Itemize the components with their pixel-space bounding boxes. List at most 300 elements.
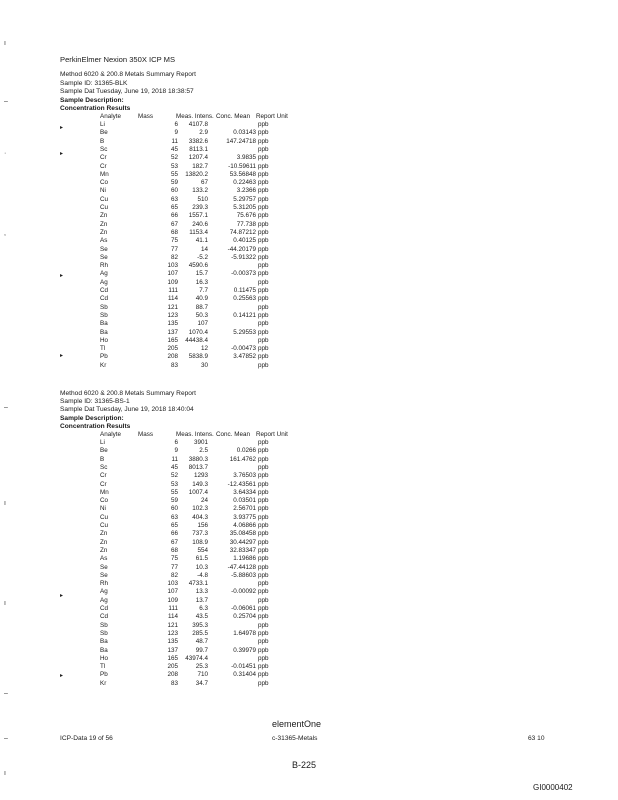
mass-cell: 82 xyxy=(170,571,178,579)
concentration-cell: 74.87212 xyxy=(229,228,256,236)
intensity-cell: 3901 xyxy=(193,439,208,446)
table-row xyxy=(60,663,380,671)
mass-cell: 114 xyxy=(167,613,178,621)
brand-name: elementOne xyxy=(272,719,322,729)
mass-cell: 83 xyxy=(170,679,178,687)
table-row xyxy=(60,505,380,513)
intensity-cell: 710 xyxy=(197,671,208,679)
analyte-cell: Kr xyxy=(100,679,107,687)
table-row xyxy=(60,522,380,530)
mass-cell: 59 xyxy=(170,179,178,187)
col-report-unit: Report Unit xyxy=(256,113,288,120)
intensity-cell: 7.7 xyxy=(199,287,208,294)
unit-cell: ppb xyxy=(258,621,269,629)
unit-cell: ppb xyxy=(258,361,269,369)
concentration-cell: 0.11475 xyxy=(233,287,256,294)
intensity-cell: 6.3 xyxy=(199,605,208,612)
mass-cell: 45 xyxy=(170,463,178,471)
margin-mark: ▸ xyxy=(60,273,64,279)
intensity-cell: 2.9 xyxy=(199,129,208,137)
concentration-cell: -5.88603 xyxy=(231,571,256,579)
analyte-cell: Li xyxy=(100,439,105,446)
mass-cell: 11 xyxy=(171,137,178,145)
analyte-cell: Tl xyxy=(100,663,106,671)
unit-cell: ppb xyxy=(258,311,269,319)
mass-cell: 111 xyxy=(168,287,178,294)
unit-cell: ppb xyxy=(258,638,269,646)
scan-edge-mark: – xyxy=(4,735,8,742)
concentration-cell: 32.83347 xyxy=(229,546,256,554)
table-row xyxy=(60,497,380,505)
mass-cell: 52 xyxy=(170,154,178,162)
concentration-cell: 0.14121 xyxy=(233,311,256,319)
table-row xyxy=(60,539,380,547)
unit-cell: ppb xyxy=(258,212,269,220)
intensity-cell: 48.7 xyxy=(195,638,208,646)
unit-cell: ppb xyxy=(258,505,269,513)
table-row xyxy=(60,597,380,605)
analyte-cell: Sb xyxy=(100,621,108,629)
analyte-cell: Ho xyxy=(100,654,109,662)
analyte-cell: Sb xyxy=(100,303,108,311)
unit-cell: ppb xyxy=(258,228,269,236)
analyte-cell: Be xyxy=(100,129,108,137)
analyte-cell: Co xyxy=(100,179,109,187)
table-row xyxy=(60,138,380,146)
table-row xyxy=(60,312,380,320)
mass-cell: 109 xyxy=(167,278,178,286)
unit-cell: ppb xyxy=(258,270,269,278)
intensity-cell: 1070.4 xyxy=(188,328,208,336)
unit-cell: ppb xyxy=(258,320,269,328)
scan-edge-mark: – xyxy=(4,98,8,105)
mass-cell: 68 xyxy=(170,546,178,554)
unit-cell: ppb xyxy=(258,555,269,563)
table-row xyxy=(60,246,380,254)
project-ref: c-31365-Metals xyxy=(272,735,318,742)
intensity-cell: 156 xyxy=(197,522,208,529)
col-mass: Mass xyxy=(138,113,154,120)
table-row xyxy=(60,647,380,655)
unit-cell: ppb xyxy=(258,287,269,294)
scan-edge-mark: · xyxy=(4,150,7,157)
concentration-cell: 3.47852 xyxy=(233,353,256,361)
analyte-cell: Sc xyxy=(100,463,108,471)
concentration-cell: -12.43561 xyxy=(227,480,256,488)
mass-cell: 66 xyxy=(170,212,178,220)
table-row xyxy=(60,572,380,580)
unit-cell: ppb xyxy=(258,480,269,488)
unit-cell: ppb xyxy=(258,121,269,128)
unit-cell: ppb xyxy=(258,187,269,195)
col-mass: Mass xyxy=(138,431,154,438)
sample-date: Sample Dat Tuesday, June 19, 2018 18:38:57 xyxy=(60,88,194,95)
mass-cell: 83 xyxy=(170,361,178,369)
mass-cell: 135 xyxy=(167,320,178,328)
concentration-cell: 1.19686 xyxy=(233,555,256,563)
concentration-cell: 53.56848 xyxy=(229,170,256,178)
concentration-cell: -5.91322 xyxy=(231,253,256,261)
intensity-cell: 1007.4 xyxy=(188,488,208,496)
table-row xyxy=(60,671,380,679)
concentration-cell: -0.00373 xyxy=(231,270,256,278)
unit-cell: ppb xyxy=(258,278,269,286)
intensity-cell: 44438.4 xyxy=(185,336,208,344)
mass-cell: 9 xyxy=(174,447,178,455)
mass-cell: 82 xyxy=(170,253,178,261)
intensity-cell: 14 xyxy=(200,245,208,253)
page-code: 63 10 xyxy=(528,735,545,742)
concentration-cell: 3.93775 xyxy=(233,513,256,521)
unit-cell: ppb xyxy=(258,336,269,344)
analyte-cell: Zn xyxy=(100,530,108,538)
analyte-cell: Sc xyxy=(100,145,108,153)
mass-cell: 121 xyxy=(167,303,178,311)
concentration-cell: 147.24718 xyxy=(226,137,256,145)
analyte-cell: Kr xyxy=(100,361,107,369)
unit-cell: ppb xyxy=(258,179,269,187)
intensity-cell: 13820.2 xyxy=(185,170,208,178)
unit-cell: ppb xyxy=(258,613,269,621)
table-header xyxy=(60,113,380,121)
col-analyte: Analyte xyxy=(100,431,122,438)
intensity-cell: -4.8 xyxy=(197,571,208,579)
intensity-cell: 13.3 xyxy=(195,588,208,596)
concentration-cell: -47.44128 xyxy=(227,563,256,571)
unit-cell: ppb xyxy=(258,295,269,303)
concentration-cell: 3.76503 xyxy=(233,472,256,480)
table-row xyxy=(60,221,380,229)
unit-cell: ppb xyxy=(258,530,269,538)
concentration-cell: 0.40125 xyxy=(233,237,256,245)
concentration-cell: -0.00473 xyxy=(231,345,256,353)
table-row xyxy=(60,329,380,337)
mass-cell: 53 xyxy=(170,162,178,170)
analyte-cell: Pb xyxy=(100,671,108,679)
concentration-cell: 0.25704 xyxy=(233,613,256,621)
unit-cell: ppb xyxy=(258,154,269,162)
intensity-cell: 239.3 xyxy=(192,204,208,211)
intensity-cell: 25.3 xyxy=(195,663,208,671)
table-row xyxy=(60,680,380,688)
analyte-cell: Ba xyxy=(100,638,108,646)
mass-cell: 68 xyxy=(170,228,178,236)
unit-cell: ppb xyxy=(258,439,269,446)
table-row xyxy=(60,514,380,522)
intensity-cell: 4733.1 xyxy=(188,580,208,588)
concentration-cell: 3.9835 xyxy=(236,154,256,162)
table-row xyxy=(60,304,380,312)
intensity-cell: 107 xyxy=(197,320,208,328)
concentration-results-heading: Concentration Results xyxy=(60,105,131,112)
unit-cell: ppb xyxy=(258,605,269,612)
analyte-cell: Sb xyxy=(100,629,108,637)
col-meas-intens: Meas. Intens. xyxy=(176,113,214,120)
mass-cell: 103 xyxy=(167,580,178,588)
mass-cell: 165 xyxy=(167,336,178,344)
table-row xyxy=(60,295,380,303)
analyte-cell: Mn xyxy=(100,170,109,178)
intensity-cell: 24 xyxy=(200,497,208,505)
analyte-cell: Cr xyxy=(100,480,107,488)
mass-cell: 9 xyxy=(174,129,178,137)
unit-cell: ppb xyxy=(258,646,269,654)
intensity-cell: 3382.6 xyxy=(188,137,208,145)
unit-cell: ppb xyxy=(258,522,269,529)
table-row xyxy=(60,279,380,287)
unit-cell: ppb xyxy=(258,488,269,496)
analyte-cell: Ni xyxy=(100,187,106,195)
margin-mark: ▸ xyxy=(60,673,64,679)
scan-edge-mark: ı xyxy=(4,500,6,507)
unit-cell: ppb xyxy=(258,204,269,211)
unit-cell: ppb xyxy=(258,679,269,687)
intensity-cell: 102.3 xyxy=(192,505,208,513)
intensity-cell: 8113.1 xyxy=(189,145,208,153)
mass-cell: 77 xyxy=(170,563,178,571)
table-row xyxy=(60,270,380,278)
analyte-cell: Ho xyxy=(100,336,109,344)
unit-cell: ppb xyxy=(258,303,269,311)
unit-cell: ppb xyxy=(258,220,269,228)
mass-cell: 65 xyxy=(170,522,178,529)
intensity-cell: 404.3 xyxy=(192,513,208,521)
mass-cell: 55 xyxy=(170,170,178,178)
table-row xyxy=(60,622,380,630)
intensity-cell: 3880.3 xyxy=(188,455,208,463)
analyte-cell: Ba xyxy=(100,328,108,336)
intensity-cell: 1207.4 xyxy=(188,154,208,162)
sample-description: Sample Description: xyxy=(60,97,124,104)
unit-cell: ppb xyxy=(258,262,269,270)
table-row xyxy=(60,638,380,646)
analyte-cell: As xyxy=(100,555,108,563)
table-row xyxy=(60,530,380,538)
page-count: ICP-Data 19 of 56 xyxy=(60,735,113,742)
intensity-cell: 67 xyxy=(200,179,208,187)
unit-cell: ppb xyxy=(258,353,269,361)
analyte-cell: Zn xyxy=(100,546,108,554)
intensity-cell: 737.3 xyxy=(192,530,208,538)
analyte-cell: B xyxy=(100,137,105,145)
mass-cell: 65 xyxy=(170,204,178,211)
analyte-cell: Mn xyxy=(100,488,109,496)
intensity-cell: 240.6 xyxy=(192,220,208,228)
analyte-cell: Ni xyxy=(100,505,106,513)
unit-cell: ppb xyxy=(258,137,269,145)
concentration-cell: 0.25563 xyxy=(233,295,256,303)
mass-cell: 208 xyxy=(167,671,178,679)
table-row xyxy=(60,481,380,489)
concentration-cell: 3.64334 xyxy=(233,488,256,496)
analyte-cell: B xyxy=(100,455,105,463)
concentration-cell: 5.31205 xyxy=(233,204,256,211)
mass-cell: 11 xyxy=(171,455,178,463)
document-title: PerkinElmer Nexion 350X ICP MS xyxy=(60,55,176,64)
mass-cell: 6 xyxy=(174,121,178,128)
concentration-cell: 0.22463 xyxy=(233,179,256,187)
concentration-cell: 2.56701 xyxy=(233,505,256,513)
analyte-cell: Zn xyxy=(100,538,108,546)
method-line: Method 6020 & 200.8 Metals Summary Report xyxy=(60,71,196,78)
unit-cell: ppb xyxy=(258,588,269,596)
intensity-cell: 43974.4 xyxy=(185,654,208,662)
analyte-cell: Cd xyxy=(100,605,109,612)
document-id: GI0000402 xyxy=(533,783,573,792)
intensity-cell: 40.9 xyxy=(195,295,208,303)
table-row xyxy=(60,262,380,270)
concentration-results-heading: Concentration Results xyxy=(60,423,131,430)
analyte-cell: Co xyxy=(100,497,109,505)
mass-cell: 137 xyxy=(167,646,178,654)
intensity-cell: 108.9 xyxy=(192,538,208,546)
mass-cell: 114 xyxy=(167,295,178,303)
mass-cell: 107 xyxy=(167,270,178,278)
analyte-cell: Ba xyxy=(100,320,108,328)
mass-cell: 77 xyxy=(170,245,178,253)
analyte-cell: Cr xyxy=(100,154,107,162)
unit-cell: ppb xyxy=(258,513,269,521)
unit-cell: ppb xyxy=(258,129,269,137)
concentration-cell: 0.31404 xyxy=(233,671,256,679)
mass-cell: 53 xyxy=(170,480,178,488)
analyte-cell: Se xyxy=(100,571,108,579)
scan-edge-mark: ı xyxy=(4,40,6,47)
unit-cell: ppb xyxy=(258,546,269,554)
concentration-cell: 5.29757 xyxy=(233,195,256,203)
sample-description: Sample Description: xyxy=(60,415,124,422)
intensity-cell: 30 xyxy=(200,361,208,369)
table-row xyxy=(60,472,380,480)
sample-date: Sample Dat Tuesday, June 19, 2018 18:40:04 xyxy=(60,406,194,413)
unit-cell: ppb xyxy=(258,538,269,546)
scan-edge-mark: ı xyxy=(4,600,6,607)
mass-cell: 55 xyxy=(170,488,178,496)
mass-cell: 6 xyxy=(174,439,178,446)
scan-edge-mark: , xyxy=(4,230,6,237)
concentration-cell: 0.03143 xyxy=(233,129,256,137)
col-report-unit: Report Unit xyxy=(256,431,288,438)
mass-cell: 45 xyxy=(170,145,178,153)
concentration-cell: -10.59611 xyxy=(228,162,256,170)
col-analyte: Analyte xyxy=(100,113,122,120)
mass-cell: 165 xyxy=(167,654,178,662)
unit-cell: ppb xyxy=(258,654,269,662)
concentration-cell: 0.03501 xyxy=(233,497,256,505)
table-row xyxy=(60,146,380,154)
intensity-cell: 12 xyxy=(200,345,208,353)
analyte-cell: Rh xyxy=(100,580,109,588)
table-row xyxy=(60,456,380,464)
unit-cell: ppb xyxy=(258,170,269,178)
concentration-cell: -0.06061 xyxy=(231,605,256,612)
table-row xyxy=(60,464,380,472)
bates-number: B-225 xyxy=(292,760,317,770)
analyte-cell: Cr xyxy=(100,472,107,480)
mass-cell: 123 xyxy=(167,311,178,319)
intensity-cell: 88.7 xyxy=(195,303,208,311)
intensity-cell: 99.7 xyxy=(195,646,208,654)
intensity-cell: 4107.8 xyxy=(188,121,208,128)
concentration-cell: 3.2366 xyxy=(236,187,256,195)
mass-cell: 205 xyxy=(167,663,178,671)
intensity-cell: 16.3 xyxy=(195,278,208,286)
analyte-cell: As xyxy=(100,237,108,245)
scan-edge-mark: – xyxy=(4,404,8,411)
table-row xyxy=(60,212,380,220)
table-row xyxy=(60,163,380,171)
concentration-cell: 0.39979 xyxy=(233,646,256,654)
table-row xyxy=(60,605,380,613)
mass-cell: 63 xyxy=(170,195,178,203)
analyte-cell: Cr xyxy=(100,162,107,170)
table-row xyxy=(60,179,380,187)
col-conc-mean: Conc. Mean xyxy=(216,113,250,120)
unit-cell: ppb xyxy=(258,663,269,671)
intensity-cell: 395.3 xyxy=(192,621,208,629)
intensity-cell: 133.2 xyxy=(192,187,208,195)
analyte-cell: Zn xyxy=(100,212,108,220)
table-row xyxy=(60,547,380,555)
analyte-cell: Se xyxy=(100,563,108,571)
intensity-cell: 41.1 xyxy=(195,237,208,245)
analyte-cell: Sb xyxy=(100,311,108,319)
concentration-cell: 1.64978 xyxy=(233,629,256,637)
intensity-cell: 8013.7 xyxy=(188,463,208,471)
intensity-cell: 10.3 xyxy=(195,563,208,571)
intensity-cell: 15.7 xyxy=(195,270,208,278)
analyte-cell: Ag xyxy=(100,596,108,604)
concentration-cell: 30.44297 xyxy=(229,538,256,546)
analyte-cell: Ag xyxy=(100,278,108,286)
unit-cell: ppb xyxy=(258,447,269,455)
mass-cell: 67 xyxy=(170,220,178,228)
analyte-cell: Cd xyxy=(100,613,109,621)
analyte-cell: Cd xyxy=(100,295,109,303)
table-row xyxy=(60,630,380,638)
margin-mark: ▸ xyxy=(60,151,64,157)
intensity-cell: 182.7 xyxy=(192,162,208,170)
table-row xyxy=(60,580,380,588)
table-row xyxy=(60,655,380,663)
analyte-cell: Se xyxy=(100,253,108,261)
mass-cell: 109 xyxy=(167,596,178,604)
concentration-cell: -0.00092 xyxy=(231,588,256,596)
unit-cell: ppb xyxy=(258,571,269,579)
mass-cell: 66 xyxy=(170,530,178,538)
unit-cell: ppb xyxy=(258,237,269,245)
analyte-cell: Ba xyxy=(100,646,108,654)
intensity-cell: 554 xyxy=(197,546,208,554)
intensity-cell: 34.7 xyxy=(195,679,208,687)
intensity-cell: 510 xyxy=(197,195,208,203)
analyte-cell: Pb xyxy=(100,353,108,361)
analyte-cell: Be xyxy=(100,447,108,455)
analyte-cell: Cu xyxy=(100,204,109,211)
intensity-cell: 43.5 xyxy=(195,613,208,621)
col-conc-mean: Conc. Mean xyxy=(216,431,250,438)
unit-cell: ppb xyxy=(258,472,269,480)
table-row xyxy=(60,204,380,212)
intensity-cell: 4590.6 xyxy=(188,262,208,270)
mass-cell: 123 xyxy=(167,629,178,637)
intensity-cell: 2.5 xyxy=(199,447,208,455)
analyte-cell: Ag xyxy=(100,270,108,278)
unit-cell: ppb xyxy=(258,195,269,203)
mass-cell: 137 xyxy=(167,328,178,336)
intensity-cell: 149.3 xyxy=(192,480,208,488)
analyte-cell: Cd xyxy=(100,287,109,294)
